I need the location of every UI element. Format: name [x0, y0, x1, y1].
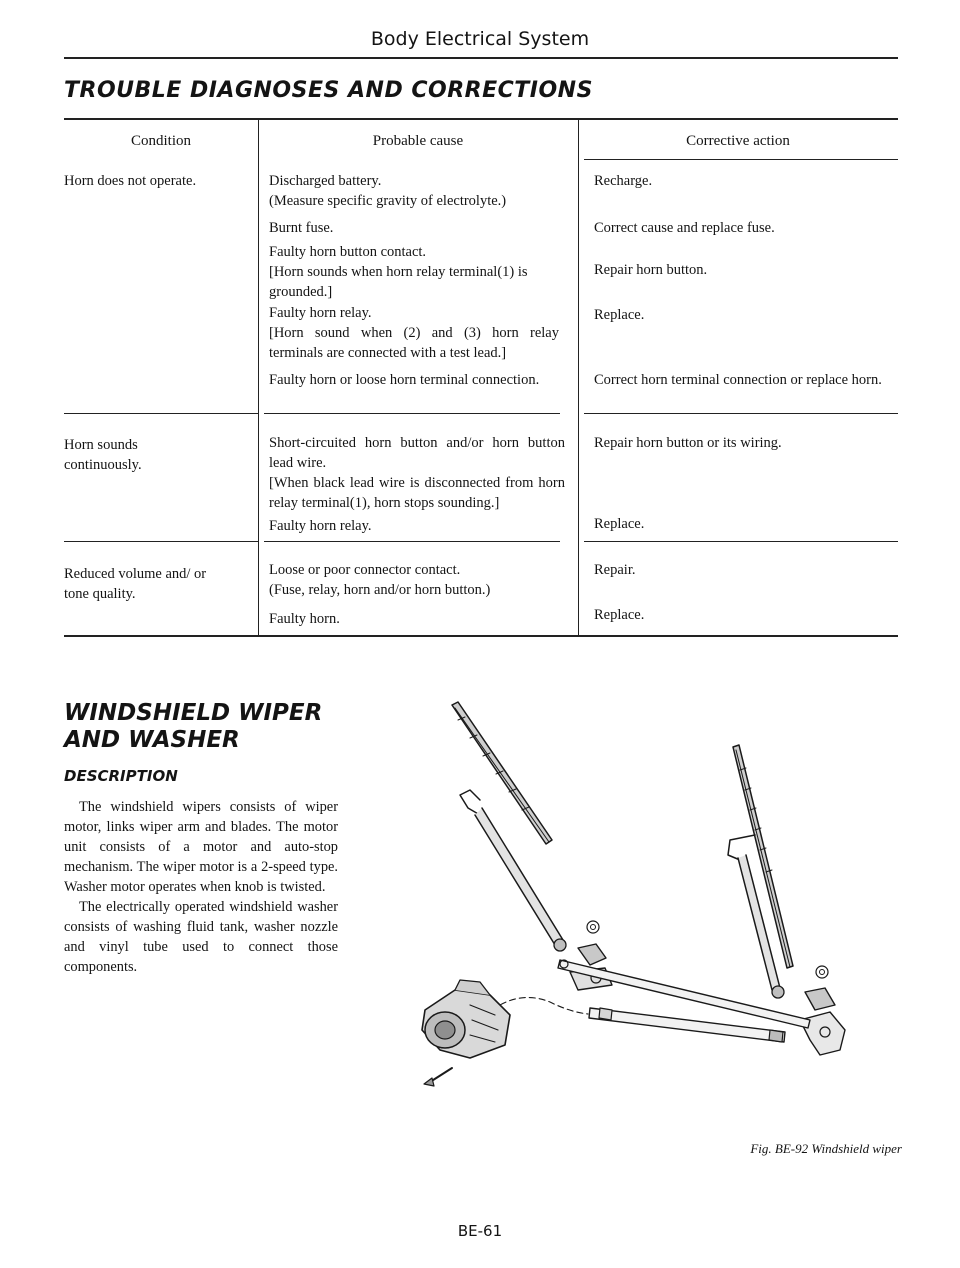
cause-cell: [269, 560, 559, 600]
column-header-cause: Probable cause: [372, 133, 464, 149]
table-divider-1: [258, 120, 259, 636]
wiper-motor: [422, 980, 510, 1058]
cause-cell: [269, 303, 559, 363]
action-cell: Recharge.: [594, 173, 653, 189]
cause-text: Faulty horn.: [269, 611, 340, 627]
description-heading: DESCRIPTION: [64, 767, 178, 785]
windshield-wiper-illustration: [400, 690, 900, 1090]
cause-text: Short-circuited horn button and/or horn button lead wire. [When black lead wire is disconnected from horn relay terminal(1), horn stops sounding.]: [269, 435, 565, 511]
action-cell: Replace.: [594, 307, 645, 323]
cause-cell: [269, 218, 559, 238]
cause-cell: [269, 433, 565, 513]
action-cell: Repair horn button.: [594, 262, 708, 278]
page-number: BE-61: [457, 1222, 503, 1240]
table-bottom-rule: [64, 635, 898, 637]
cause-cell: [269, 609, 559, 629]
header-rule: [64, 57, 898, 59]
action-cell: Replace.: [594, 607, 645, 623]
action-cell: Correct horn terminal connection or replace horn.: [594, 372, 882, 388]
row-rule: [584, 413, 898, 414]
section-title: [64, 700, 322, 754]
column-header-condition: Condition: [130, 133, 191, 149]
cause-text: Discharged battery. (Measure specific gravity of electrolyte.): [269, 173, 507, 209]
action-cell: Replace.: [594, 516, 645, 532]
action-cell: Correct cause and replace fuse.: [594, 220, 775, 236]
cause-cell: [269, 516, 559, 536]
row-rule: [64, 541, 258, 542]
cause-text: Faulty horn relay.: [269, 518, 372, 534]
action-cell: Repair horn button or its wiring.: [594, 435, 782, 451]
description-paragraph: The electrically operated windshield washer consists of washing fluid tank, washer nozzle and vinyl tube used to connect those components.: [64, 899, 338, 975]
page-header: Body Electrical System: [370, 28, 590, 50]
condition-cell: Horn does not operate.: [64, 173, 197, 189]
section-title-line: AND WASHER: [64, 727, 240, 753]
cause-text: Loose or poor connector contact. (Fuse, relay, horn and/or horn button.): [269, 562, 491, 598]
action-header-rule: [584, 159, 898, 160]
section-title-line: WINDSHIELD WIPER: [64, 700, 323, 726]
motor-bolt: [424, 1068, 452, 1086]
column-header-action: Corrective action: [686, 133, 790, 149]
description-paragraph: The windshield wipers consists of wiper motor, links wiper arm and blades. The motor unit consists of a motor and auto-stop mechanism. The wiper motor is a 2-speed type. Washer motor operates when knob is twisted.: [64, 799, 338, 895]
cause-text: Faulty horn or loose horn terminal connection.: [269, 372, 540, 388]
table-top-rule: [64, 118, 898, 120]
left-wiper-blade: [452, 702, 552, 844]
cause-cell: [269, 171, 559, 211]
figure-caption: Fig. BE-92 Windshield wiper: [750, 1141, 902, 1156]
action-cell: Repair.: [594, 562, 636, 578]
cause-cell: [269, 370, 559, 390]
cause-text: Faulty horn relay. [Horn sound when (2) and (3) horn relay terminals are connected with a test lead.]: [269, 305, 559, 361]
row-rule: [64, 413, 258, 414]
condition-cell: Reduced volume and/ or tone quality.: [64, 566, 207, 602]
description-body: [64, 797, 338, 977]
condition-cell: Horn sounds continuously.: [64, 437, 142, 473]
row-rule: [264, 541, 560, 542]
row-rule: [264, 413, 560, 414]
cause-text: Burnt fuse.: [269, 220, 334, 236]
cause-text: Faulty horn button contact. [Horn sounds when horn relay terminal(1) is grounded.]: [269, 244, 528, 300]
row-rule: [584, 541, 898, 542]
left-wiper-arm: [460, 790, 566, 951]
table-divider-2: [578, 120, 579, 636]
cause-cell: [269, 242, 559, 302]
trouble-diagnoses-title: TROUBLE DIAGNOSES AND CORRECTIONS: [64, 78, 593, 103]
